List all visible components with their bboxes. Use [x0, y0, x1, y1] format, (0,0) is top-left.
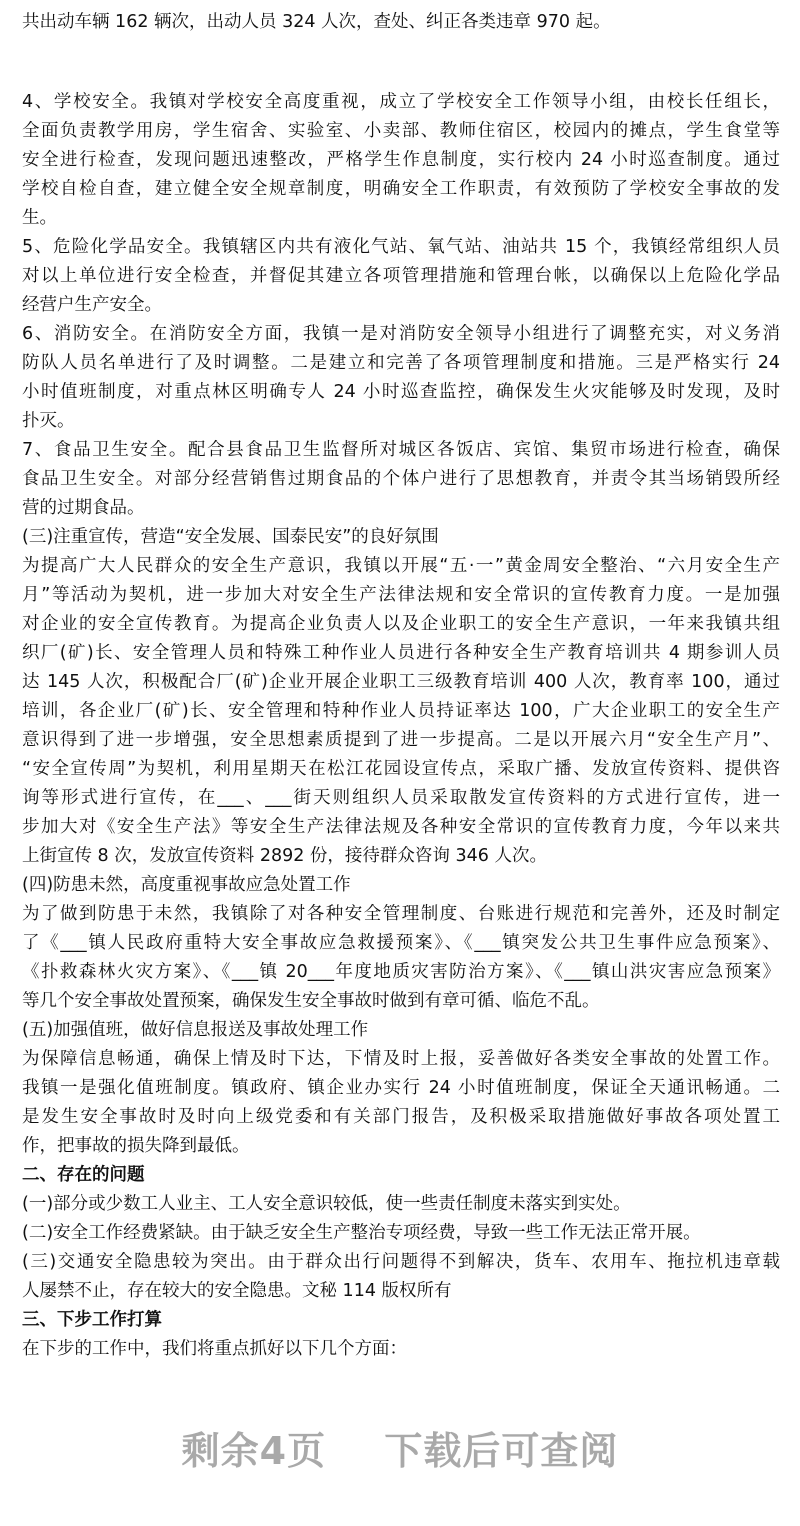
paragraph — [22, 436, 780, 523]
text-line: (一)部分或少数工人业主、工人安全意识较低，使一些责任制度未落实到实处。 — [22, 1194, 631, 1214]
text-line: 7、食品卫生安全。配合县食品卫生监督所对城区各饭店、宾馆、集贸市场进行检查，确保 — [22, 440, 780, 460]
text-line: 《扑救森林火灾方案》、《___镇 20___年度地质灾害防治方案》、《___镇山洪灾害应急预案》 — [22, 962, 780, 982]
text-line: 营的过期食品。 — [22, 498, 145, 518]
paragraph — [22, 1045, 780, 1161]
text-line: 全面负责教学用房，学生宿舍、实验室、小卖部、教师住宿区，校园内的摊点，学生食堂等 — [22, 121, 780, 141]
text-line: 人屡禁不止，存在较大的安全隐患。文秘 114 版权所有 — [22, 1281, 452, 1301]
document-body — [22, 8, 780, 1364]
text-line: 月”等活动为契机，进一步加大对安全生产法律法规和安全常识的宣传教育力度。一是加强 — [22, 585, 780, 605]
remaining-pages-label: 剩余4页 — [181, 1429, 327, 1473]
text-line: 为提高广大人民群众的安全生产意识，我镇以开展“五·一”黄金周安全整治、“六月安全生产 — [22, 556, 780, 576]
text-line: 防队人员名单进行了及时调整。二是建立和完善了各项管理制度和措施。三是严格实行 24 — [22, 353, 780, 373]
text-line: 在下步的工作中，我们将重点抓好以下几个方面： — [22, 1339, 407, 1359]
text-line: 培训，各企业厂(矿)长、安全管理和特种作业人员持证率达 100，广大企业职工的安全生产 — [22, 701, 780, 721]
text-line: 扑灭。 — [22, 411, 75, 431]
text-line: 对企业的安全宣传教育。为提高企业负责人以及企业职工的安全生产意识，一年来我镇共组 — [22, 614, 780, 634]
download-to-read-label[interactable]: 下载后可查阅 — [384, 1429, 619, 1473]
paragraph — [22, 900, 780, 1016]
text-line: 是发生安全事故时及时向上级党委和有关部门报告，及积极采取措施做好事故各项处置工 — [22, 1107, 780, 1127]
text-line: 我镇一是强化值班制度。镇政府、镇企业办实行 24 小时值班制度，保证全天通讯畅通。二 — [22, 1078, 780, 1098]
text-line: 对以上单位进行安全检查，并督促其建立各项管理措施和管理台帐，以确保以上危险化学品 — [22, 266, 780, 286]
paragraph — [22, 523, 780, 552]
paragraph — [22, 8, 780, 37]
paragraph-gap — [22, 37, 780, 88]
paragraph — [22, 1190, 780, 1219]
text-line: 学校自检自查，建立健全安全规章制度，明确安全工作职责，有效预防了学校安全事故的发 — [22, 179, 780, 199]
text-line: 二、存在的问题 — [22, 1165, 145, 1185]
paragraph — [22, 552, 780, 871]
text-line: 达 145 人次，积极配合厂(矿)企业开展企业职工三级教育培训 400 人次，教育率 100，通过 — [22, 672, 780, 692]
text-line: 经营户生产安全。 — [22, 295, 162, 315]
text-line: (四)防患未然，高度重视事故应急处置工作 — [22, 875, 351, 895]
text-line: 上街宣传 8 次，发放宣传资料 2892 份，接待群众咨询 346 人次。 — [22, 846, 547, 866]
text-line: 作，把事故的损失降到最低。 — [22, 1136, 250, 1156]
text-line: (三)注重宣传，营造“安全发展、国泰民安”的良好氛围 — [22, 527, 439, 547]
paragraph — [22, 233, 780, 320]
text-line: 6、消防安全。在消防安全方面，我镇一是对消防安全领导小组进行了调整充实，对义务消 — [22, 324, 780, 344]
text-line: (二)安全工作经费紧缺。由于缺乏安全生产整治专项经费，导致一些工作无法正常开展。 — [22, 1223, 701, 1243]
text-line: 生。 — [22, 208, 57, 228]
download-prompt[interactable] — [0, 1420, 800, 1475]
text-line: 共出动车辆 162 辆次，出动人员 324 人次，查处、纠正各类违章 970 起。 — [22, 12, 611, 32]
text-line: 三、下步工作打算 — [22, 1310, 162, 1330]
text-line: 安全进行检查，发现问题迅速整改，严格学生作息制度，实行校内 24 小时巡查制度。通过 — [22, 150, 780, 170]
paragraph — [22, 88, 780, 233]
paragraph — [22, 1248, 780, 1306]
section-heading — [22, 1306, 780, 1335]
paragraph — [22, 1335, 780, 1364]
text-line: 小时值班制度，对重点林区明确专人 24 小时巡查监控，确保发生火灾能够及时发现，及时 — [22, 382, 780, 402]
text-line: 食品卫生安全。对部分经营销售过期食品的个体户进行了思想教育，并责令其当场销毁所经 — [22, 469, 780, 489]
paragraph — [22, 320, 780, 436]
text-line: 步加大对《安全生产法》等安全生产法律法规及各种安全常识的宣传教育力度，今年以来共 — [22, 817, 780, 837]
text-line: 等几个安全事故处置预案，确保发生安全事故时做到有章可循、临危不乱。 — [22, 991, 600, 1011]
text-line: 为保障信息畅通，确保上情及时下达，下情及时上报，妥善做好各类安全事故的处置工作。 — [22, 1049, 780, 1069]
text-line: (三)交通安全隐患较为突出。由于群众出行问题得不到解决，货车、农用车、拖拉机违章载 — [22, 1252, 780, 1272]
paragraph — [22, 1016, 780, 1045]
text-line: 织厂(矿)长、安全管理人员和特殊工种作业人员进行各种安全生产教育培训共 4 期参训人员 — [22, 643, 780, 663]
text-line: 询等形式进行宣传，在___、___街天则组织人员采取散发宣传资料的方式进行宣传，进一 — [22, 788, 780, 808]
text-line: 5、危险化学品安全。我镇辖区内共有液化气站、氧气站、油站共 15 个，我镇经常组织人员 — [22, 237, 780, 257]
text-line: 意识得到了进一步增强，安全思想素质提到了进一步提高。二是以开展六月“安全生产月”、 — [22, 730, 780, 750]
text-line: (五)加强值班，做好信息报送及事故处理工作 — [22, 1020, 369, 1040]
section-heading — [22, 1161, 780, 1190]
text-line: 为了做到防患于未然，我镇除了对各种安全管理制度、台账进行规范和完善外，还及时制定 — [22, 904, 780, 924]
text-line: 4、学校安全。我镇对学校安全高度重视，成立了学校安全工作领导小组，由校长任组长， — [22, 92, 780, 112]
text-line: “安全宣传周”为契机，利用星期天在松江花园设宣传点，采取广播、发放宣传资料、提供咨 — [22, 759, 780, 779]
paragraph — [22, 1219, 780, 1248]
text-line: 了《___镇人民政府重特大安全事故应急救援预案》、《___镇突发公共卫生事件应急预案》、 — [22, 933, 780, 953]
paragraph — [22, 871, 780, 900]
